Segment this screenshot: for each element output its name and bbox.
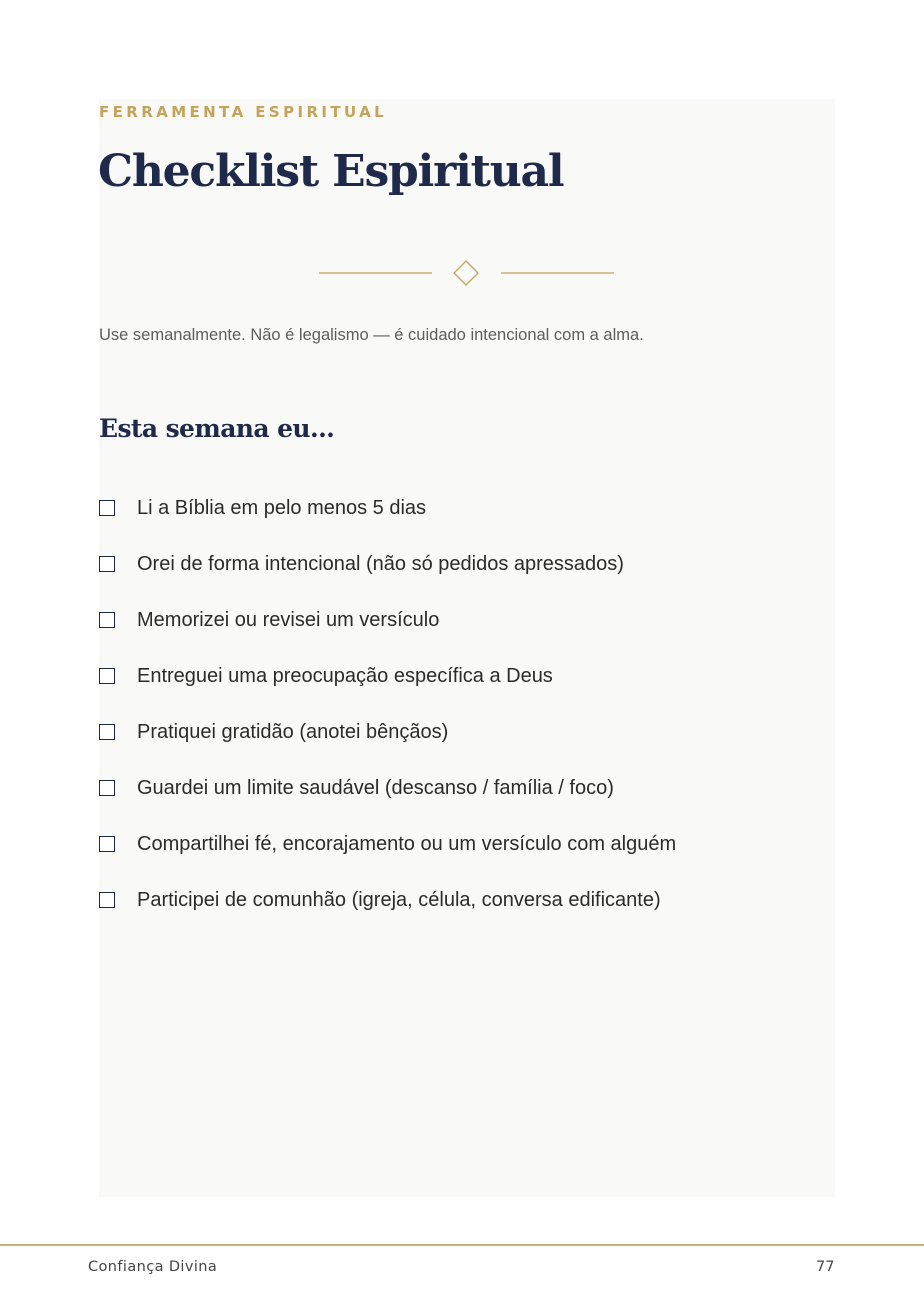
footer-book-title: Confiança Divina (88, 1259, 218, 1275)
checklist-item-label: Pratiquei gratidão (anotei bênçãos) (137, 720, 449, 743)
checklist-item-label: Participei de comunhão (igreja, célula, conversa edificante) (137, 888, 661, 911)
checklist-item (99, 549, 676, 605)
checklist-item-label: Memorizei ou revisei um versículo (137, 608, 440, 631)
checkbox[interactable] (99, 724, 115, 740)
page-number: 77 (816, 1259, 835, 1275)
checklist-item-label: Guardei um limite saudável (descanso / família / foco) (137, 776, 614, 799)
checklist-item (99, 661, 676, 717)
divider-ornament (319, 258, 615, 288)
checkbox[interactable] (99, 612, 115, 628)
checkbox[interactable] (99, 556, 115, 572)
section-heading: Esta semana eu... (99, 414, 335, 443)
checklist-item-label: Entreguei uma preocupação específica a Deus (137, 664, 553, 687)
eyebrow-label: FERRAMENTA ESPIRITUAL (99, 103, 388, 121)
checkbox[interactable] (99, 500, 115, 516)
checklist-item (99, 493, 676, 549)
checklist (99, 493, 676, 941)
checklist-item (99, 717, 676, 773)
checklist-item (99, 605, 676, 661)
footer-divider (0, 1244, 924, 1246)
checklist-item (99, 885, 676, 941)
intro-text: Use semanalmente. Não é legalismo — é cuidado intencional com a alma. (99, 326, 644, 344)
checklist-item-label: Compartilhei fé, encorajamento ou um versículo com alguém (137, 832, 677, 855)
checkbox[interactable] (99, 668, 115, 684)
checklist-item-label: Li a Bíblia em pelo menos 5 dias (137, 496, 427, 519)
checklist-item (99, 773, 676, 829)
checkbox[interactable] (99, 780, 115, 796)
checklist-item-label: Orei de forma intencional (não só pedidos apressados) (137, 552, 624, 575)
checkbox[interactable] (99, 892, 115, 908)
checklist-item (99, 829, 676, 885)
diamond-outline-icon (454, 261, 478, 285)
checkbox[interactable] (99, 836, 115, 852)
page-title: Checklist Espiritual (98, 146, 564, 197)
